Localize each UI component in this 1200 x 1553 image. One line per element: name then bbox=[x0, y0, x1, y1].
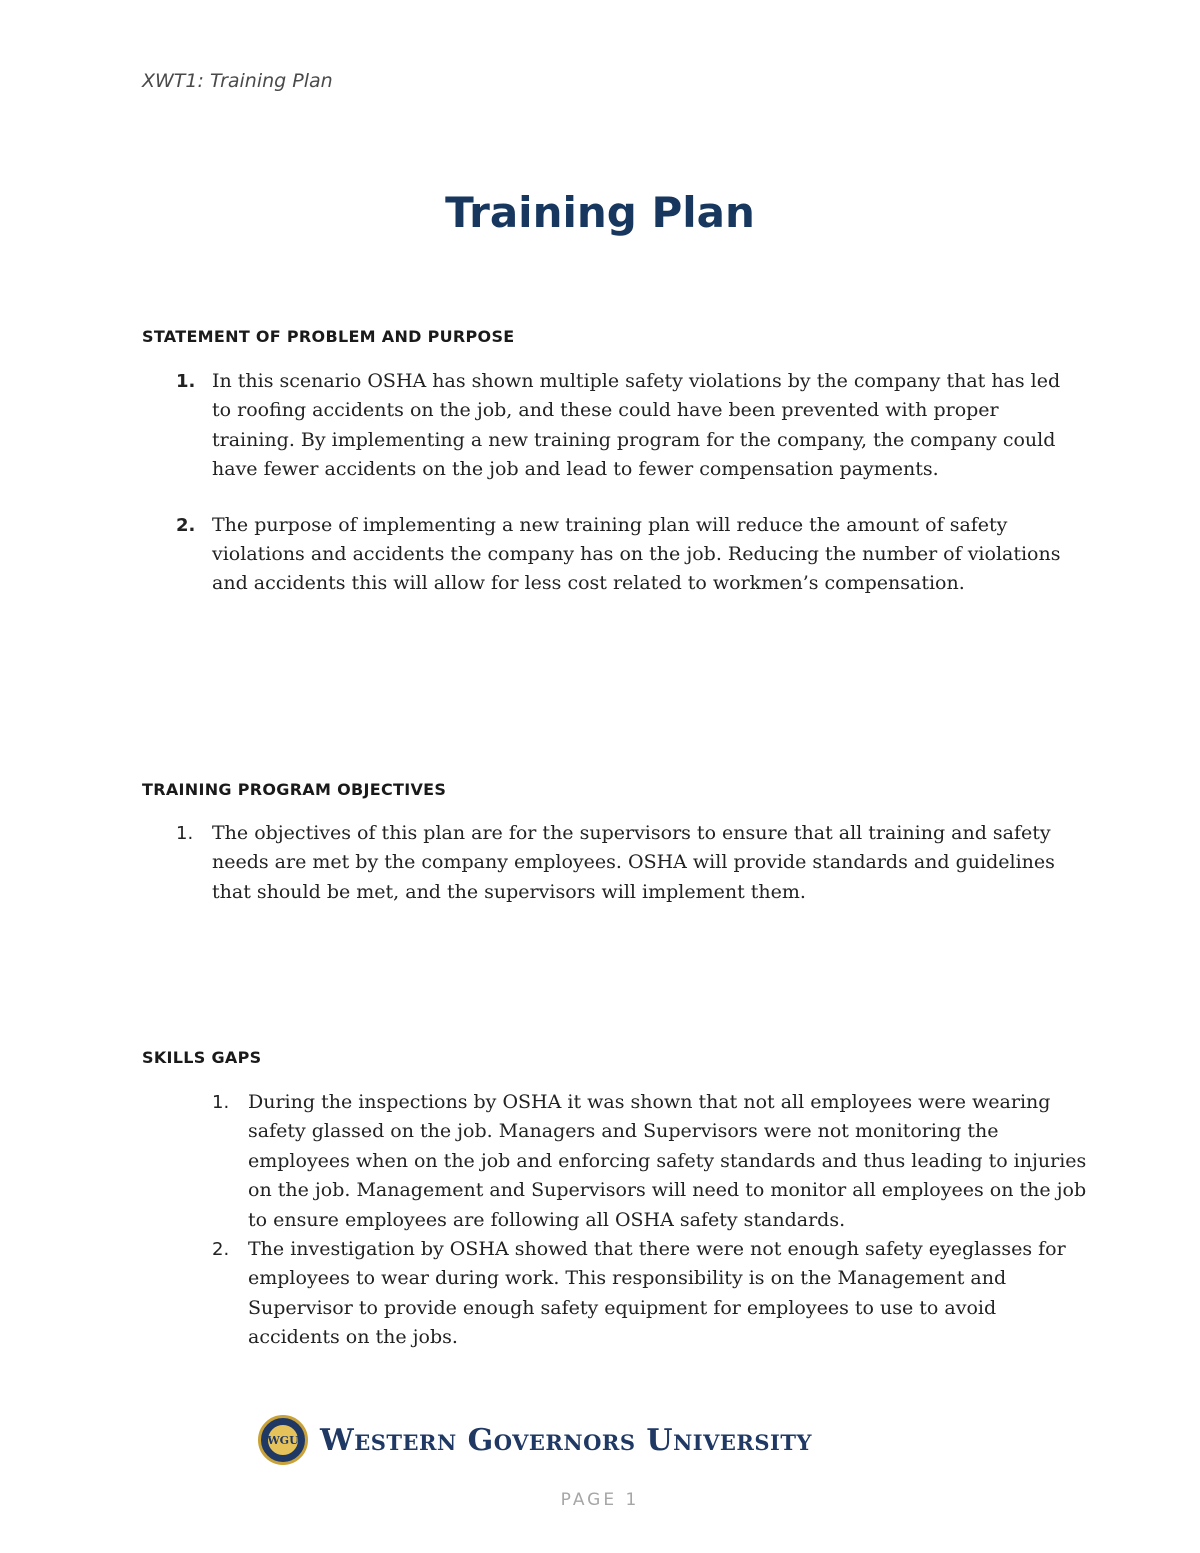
running-header: XWT1: Training Plan bbox=[142, 70, 333, 92]
list-item-text: The investigation by OSHA showed that there were not enough safety eyeglasses for employees to wear during work. This responsibility is on the Management and Supervisor to provide enough safety equipment for employees to use to avoid accidents on the jobs. bbox=[248, 1238, 1066, 1349]
list-number: 2. bbox=[176, 514, 196, 536]
list-item bbox=[176, 367, 1076, 485]
list-item bbox=[176, 511, 1076, 599]
page-title: Training Plan bbox=[445, 188, 755, 237]
list-item bbox=[212, 1235, 1092, 1353]
list-item bbox=[176, 819, 1076, 907]
section-heading-skills-gaps: SKILLS GAPS bbox=[142, 1048, 262, 1067]
skills-gaps-list bbox=[212, 1088, 1092, 1353]
list-item bbox=[212, 1088, 1092, 1235]
page-number: PAGE 1 bbox=[560, 1490, 640, 1510]
list-item-text: In this scenario OSHA has shown multiple safety violations by the company that has led to roofing accidents on the job, and these could have been prevented with proper training. By implementing a new training program for the company, the company could have fewer accidents on the job and lead to fewer compensation payments. bbox=[212, 370, 1061, 481]
university-logo bbox=[258, 1412, 812, 1468]
section-heading-objectives: TRAINING PROGRAM OBJECTIVES bbox=[142, 780, 447, 799]
list-number: 1. bbox=[212, 1092, 230, 1113]
university-wordmark: Western Governors University bbox=[320, 1422, 812, 1458]
list-item-text: The purpose of implementing a new training plan will reduce the amount of safety violations and accidents the company has on the job. Reducing the number of violations and accidents this will allow for less cost related to workmen’s compensation. bbox=[212, 513, 1061, 595]
section-heading-problem-purpose: STATEMENT OF PROBLEM AND PURPOSE bbox=[142, 327, 515, 346]
list-number: 1. bbox=[176, 823, 194, 844]
list-item-text: During the inspections by OSHA it was shown that not all employees were wearing safety glassed on the job. Managers and Supervisors were not monitoring the employees when on the job and enforcing safety standards and thus leading to injuries on the job. Management and Supervisors will need to monitor all employees on the job to ensure employees are following all OSHA safety standards. bbox=[248, 1091, 1087, 1231]
list-number: 2. bbox=[212, 1239, 230, 1261]
seal-center: WGU bbox=[266, 1423, 300, 1457]
list-item-text: The objectives of this plan are for the supervisors to ensure that all training and safety needs are met by the company employees. OSHA will provide standards and guidelines that should be met, and the supervisors will implement them. bbox=[212, 822, 1055, 903]
objectives-list bbox=[176, 819, 1076, 907]
list-number: 1. bbox=[176, 371, 196, 392]
university-seal-icon bbox=[258, 1415, 308, 1465]
problem-purpose-list bbox=[176, 367, 1076, 599]
